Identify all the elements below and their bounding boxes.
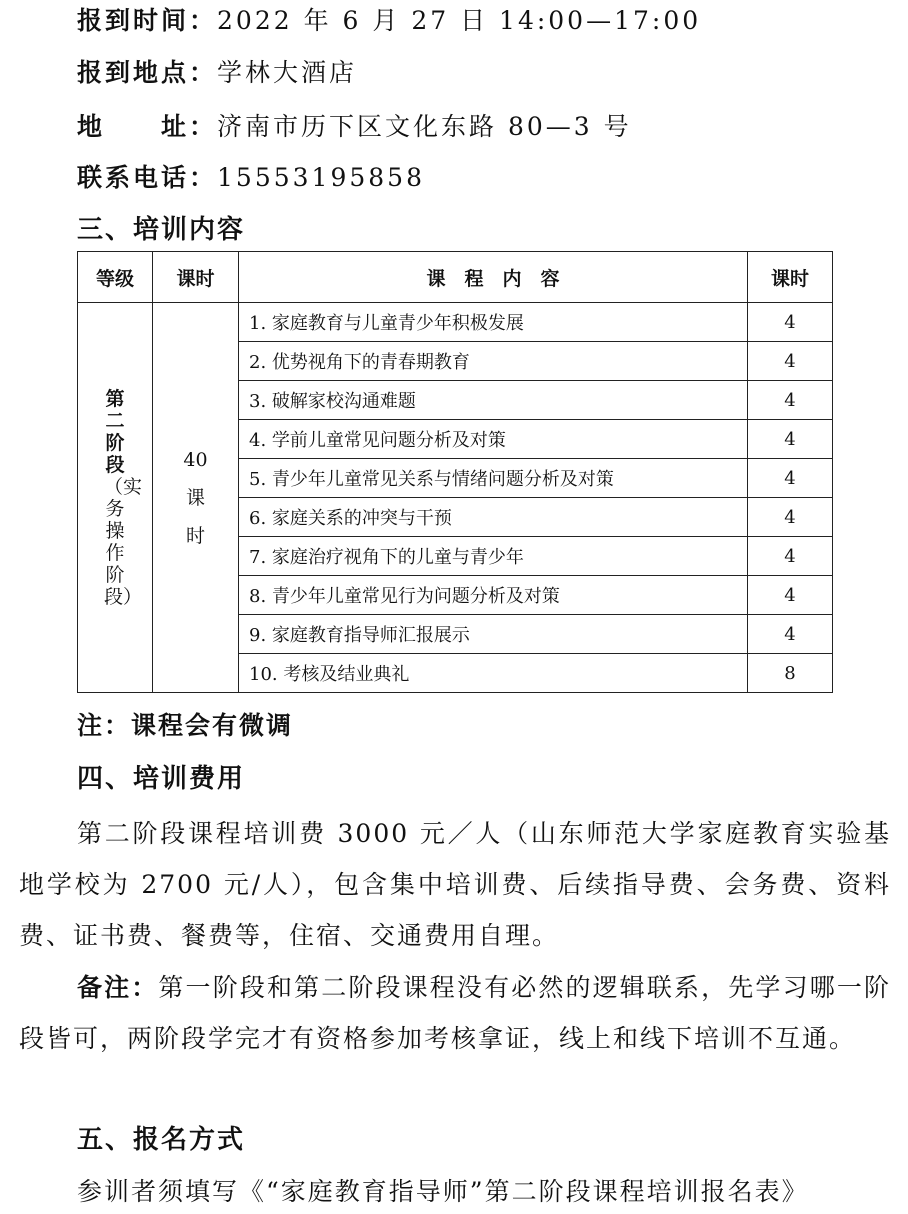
course-hours: 4	[748, 420, 833, 459]
stage-hours-unit-2: 时	[185, 524, 205, 547]
header-content: 课 程 内 容	[239, 252, 748, 303]
course-content: 6. 家庭关系的冲突与干预	[239, 498, 748, 537]
report-place-label: 报到地点：	[77, 58, 218, 87]
remark-label: 备注：	[77, 973, 159, 1002]
course-hours: 4	[748, 381, 833, 420]
table-note: 注：课程会有微调	[77, 711, 294, 740]
course-content: 8. 青少年儿童常见行为问题分析及对策	[239, 576, 748, 615]
course-content: 9. 家庭教育指导师汇报展示	[239, 615, 748, 654]
course-content: 7. 家庭治疗视角下的儿童与青少年	[239, 537, 748, 576]
report-place-value: 学林大酒店	[217, 58, 358, 87]
stage-cell	[78, 303, 153, 693]
report-time-line	[77, 6, 701, 36]
course-hours: 4	[748, 537, 833, 576]
address-value: 济南市历下区文化东路 80—3 号	[217, 112, 632, 141]
header-total-hours: 课时	[153, 252, 239, 303]
course-content: 4. 学前儿童常见问题分析及对策	[239, 420, 748, 459]
course-content: 5. 青少年儿童常见关系与情绪问题分析及对策	[239, 459, 748, 498]
signup-intro: 参训者须填写《“家庭教育指导师”第二阶段课程培训报名表》	[77, 1177, 809, 1206]
stage-name-sub: （实务操作阶段）	[104, 475, 143, 608]
address-line	[77, 112, 632, 142]
header-level: 等级	[78, 252, 153, 303]
stage-name-main: 第二阶段	[105, 387, 125, 476]
table-header-row	[78, 252, 833, 303]
table-row	[78, 303, 833, 342]
course-content: 3. 破解家校沟通难题	[239, 381, 748, 420]
course-hours: 4	[748, 303, 833, 342]
header-hours: 课时	[748, 252, 833, 303]
section5-title: 五、报名方式	[77, 1125, 246, 1155]
section4-title: 四、培训费用	[77, 764, 246, 794]
stage-hours-number: 40	[183, 448, 208, 471]
remark-text: 第一阶段和第二阶段课程没有必然的逻辑联系，先学习哪一阶段皆可，两阶段学完才有资格参加考核拿证，线上和线下培训不互通。	[19, 973, 891, 1053]
course-content: 10. 考核及结业典礼	[239, 654, 748, 693]
phone-value: 15553195858	[217, 163, 425, 192]
stage-name	[104, 387, 143, 608]
phone-line	[77, 163, 425, 193]
fee-paragraph: 第二阶段课程培训费 3000 元／人（山东师范大学家庭教育实验基地学校为 2700 元/人），包含集中培训费、后续指导费、会务费、资料费、证书费、餐费等，住宿、交通费用自理。	[19, 819, 891, 950]
address-label: 地 址：	[77, 112, 218, 141]
course-hours: 4	[748, 498, 833, 537]
course-hours: 4	[748, 615, 833, 654]
stage-hours-cell	[153, 303, 239, 693]
report-time-label: 报到时间：	[77, 6, 218, 35]
stage-hours-unit-1: 课	[185, 486, 205, 509]
section3-title: 三、培训内容	[77, 215, 246, 245]
course-hours: 4	[748, 342, 833, 381]
remark-paragraph	[19, 962, 891, 1064]
course-hours: 8	[748, 654, 833, 693]
phone-label: 联系电话：	[77, 163, 218, 192]
course-hours: 4	[748, 459, 833, 498]
course-hours: 4	[748, 576, 833, 615]
course-content: 1. 家庭教育与儿童青少年积极发展	[239, 303, 748, 342]
course-content: 2. 优势视角下的青春期教育	[239, 342, 748, 381]
report-place-line	[77, 58, 357, 88]
course-table	[77, 251, 833, 693]
report-time-value: 2022 年 6 月 27 日 14:00—17:00	[217, 6, 702, 35]
